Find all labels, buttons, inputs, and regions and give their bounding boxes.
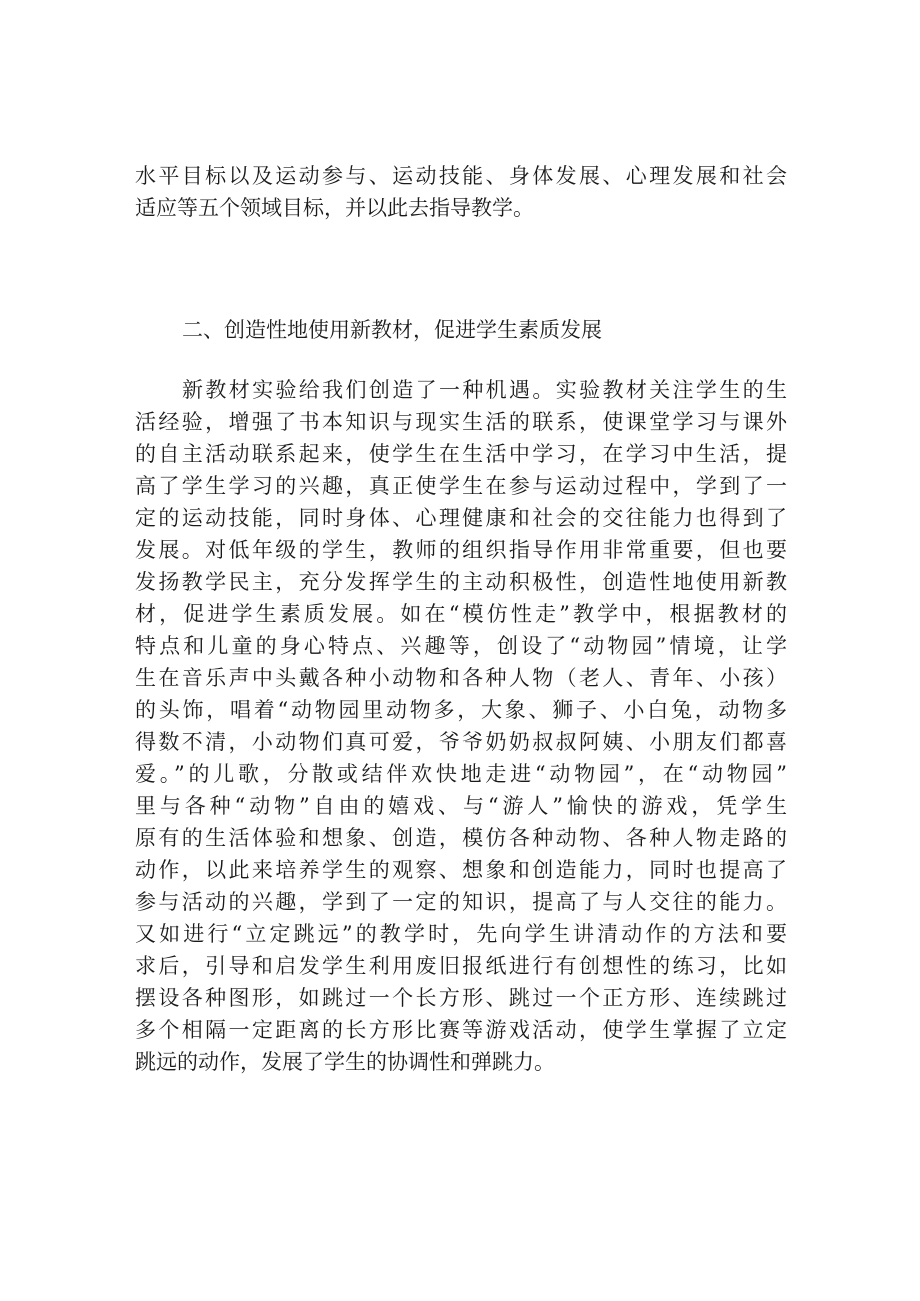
body-line: 跳远的动作，发展了学生的协调性和弹跳力。 xyxy=(135,1050,555,1074)
body-line: 动作，以此来培养学生的观察、想象和创造能力，同时也提高了 xyxy=(135,858,787,882)
body-line: 特点和儿童的身心特点、兴趣等，创设了“动物园”情境，让学 xyxy=(135,634,787,658)
body-line: 得数不清，小动物们真可爱，爷爷奶奶叔叔阿姨、小朋友们都喜 xyxy=(135,730,787,754)
body-line: 发展。对低年级的学生，教师的组织指导作用非常重要，但也要 xyxy=(135,538,787,562)
body-line: 里与各种“动物”自由的嬉戏、与“游人”愉快的游戏，凭学生 xyxy=(135,794,787,818)
intro-line: 水平目标以及运动参与、运动技能、身体发展、心理发展和社会 xyxy=(135,164,787,188)
body-line: 定的运动技能，同时身体、心理健康和社会的交往能力也得到了 xyxy=(135,506,787,530)
section-heading xyxy=(135,314,787,346)
body-line: 参与活动的兴趣，学到了一定的知识，提高了与人交往的能力。 xyxy=(135,890,787,914)
body-line: 的自主活动联系起来，使学生在生活中学习，在学习中生活，提 xyxy=(135,442,787,466)
body-line: 新教材实验给我们创造了一种机遇。实验教材关注学生的生 xyxy=(182,378,787,402)
body-line: 多个相隔一定距离的长方形比赛等游戏活动，使学生掌握了立定 xyxy=(135,1018,787,1042)
body-line: 发扬教学民主，充分发挥学生的主动积极性，创造性地使用新教 xyxy=(135,570,787,594)
body-paragraph xyxy=(135,374,787,1078)
body-line: 生在音乐声中头戴各种小动物和各种人物（老人、青年、小孩） xyxy=(135,666,787,690)
body-line: 材，促进学生素质发展。如在“模仿性走”教学中，根据教材的 xyxy=(135,602,787,626)
body-line: 原有的生活体验和想象、创造，模仿各种动物、各种人物走路的 xyxy=(135,826,787,850)
body-line: 的头饰，唱着“动物园里动物多，大象、狮子、小白兔，动物多 xyxy=(135,698,787,722)
body-line: 摆设各种图形，如跳过一个长方形、跳过一个正方形、连续跳过 xyxy=(135,986,787,1010)
body-line: 又如进行“立定跳远”的教学时，先向学生讲清动作的方法和要 xyxy=(135,922,787,946)
intro-paragraph xyxy=(135,160,787,224)
body-line: 活经验，增强了书本知识与现实生活的联系，使课堂学习与课外 xyxy=(135,410,787,434)
body-line: 求后，引导和启发学生利用废旧报纸进行有创想性的练习，比如 xyxy=(135,954,787,978)
body-line: 爱。”的儿歌，分散或结伴欢快地走进“动物园”，在“动物园” xyxy=(135,762,787,786)
body-line: 高了学生学习的兴趣，真正使学生在参与运动过程中，学到了一 xyxy=(135,474,787,498)
section-heading-text: 二、创造性地使用新教材，促进学生素质发展 xyxy=(182,318,602,342)
intro-line: 适应等五个领域目标，并以此去指导教学。 xyxy=(135,196,534,220)
